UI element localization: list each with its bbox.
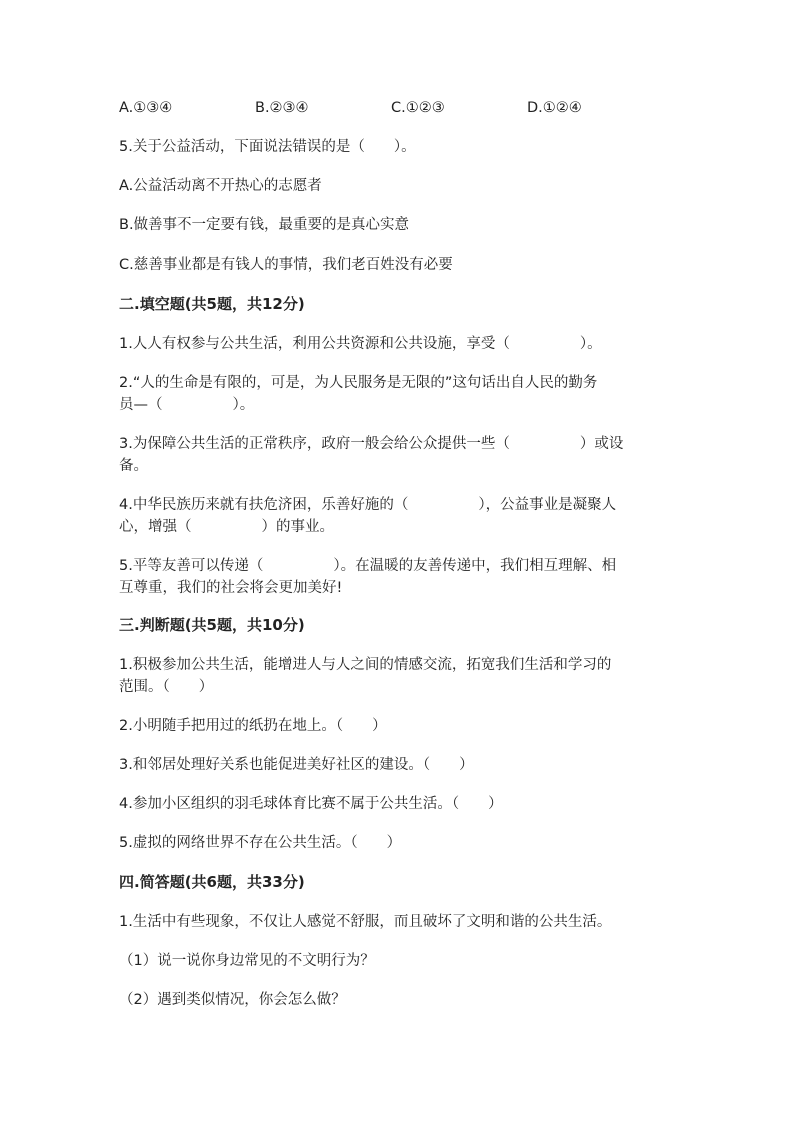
s3-q3: 3.和邻居处理好关系也能促进美好社区的建设。（ ）: [119, 757, 474, 773]
q5-option-c: C.慈善事业都是有钱人的事情，我们老百姓没有必要: [119, 257, 453, 273]
s2-q4-mid: ），公益事业是凝聚人: [478, 497, 617, 513]
q4-option-b: B.②③④: [255, 100, 309, 116]
s3-q4: 4.参加小区组织的羽毛球体育比赛不属于公共生活。（ ）: [119, 796, 503, 812]
s2-q3-line2: 备。: [119, 458, 148, 474]
s2-q5-mid: ）。在温暖的友善传递中，我们相互理解、相: [333, 558, 617, 574]
s2-q5-line1: [119, 555, 616, 577]
q4-option-c: C.①②③: [391, 100, 445, 116]
section4-title: 四.简答题(共6题，共33分): [119, 873, 305, 891]
s2-q3-line1: [119, 433, 623, 455]
q4-option-d: D.①②④: [527, 100, 582, 116]
s2-q4-text2: 心，增强（: [119, 519, 192, 535]
s2-q4-end: ）的事业。: [261, 519, 334, 535]
s2-q1-text: 1.人人有权参与公共生活，利用公共资源和公共设施，享受（: [119, 336, 510, 352]
s2-q3-end: ）或设: [579, 436, 624, 452]
s2-q1-end: ）。: [579, 336, 602, 352]
s4-q1-sub1: （1）说一说你身边常见的不文明行为？: [119, 953, 375, 969]
s2-q3-text: 3.为保障公共生活的正常秩序，政府一般会给公众提供一些（: [119, 436, 510, 452]
s2-q5-line2: 互尊重，我们的社会将会更加美好!: [119, 580, 343, 596]
s2-q4-line1: [119, 494, 616, 516]
s2-q2-line2: [119, 394, 254, 416]
q4-option-a: A.①③④: [119, 100, 173, 116]
s2-q2-end: ）。: [232, 397, 255, 413]
s2-q2-text: 员—（: [119, 397, 163, 413]
s2-q4-line2: [119, 516, 334, 538]
q5-stem: 5.关于公益活动，下面说法错误的是（ ）。: [119, 139, 416, 155]
s3-q1-line2: 范围。（ ）: [119, 679, 214, 695]
s2-q1: [119, 333, 602, 355]
s4-q1-stem: 1.生活中有些现象，不仅让人感觉不舒服，而且破坏了文明和谐的公共生活。: [119, 914, 612, 930]
s3-q1-line1: 1.积极参加公共生活，能增进人与人之间的情感交流，拓宽我们生活和学习的: [119, 657, 612, 673]
section3-title: 三.判断题(共5题，共10分): [119, 616, 305, 634]
s2-q4-text: 4.中华民族历来就有扶危济困，乐善好施的（: [119, 497, 409, 513]
s2-q2-line1: 2.“人的生命是有限的，可是，为人民服务是无限的”这句话出自人民的勤务: [119, 375, 598, 391]
s4-q1-sub2: （2）遇到类似情况，你会怎么做？: [119, 992, 346, 1008]
s3-q2: 2.小明随手把用过的纸扔在地上。（ ）: [119, 718, 387, 734]
q5-option-a: A.公益活动离不开热心的志愿者: [119, 178, 322, 194]
q5-option-b: B.做善事不一定要有钱，最重要的是真心实意: [119, 217, 410, 233]
s3-q5: 5.虚拟的网络世界不存在公共生活。（ ）: [119, 835, 402, 851]
s2-q5-text: 5.平等友善可以传递（: [119, 558, 264, 574]
section2-title: 二.填空题(共5题，共12分): [119, 295, 305, 313]
